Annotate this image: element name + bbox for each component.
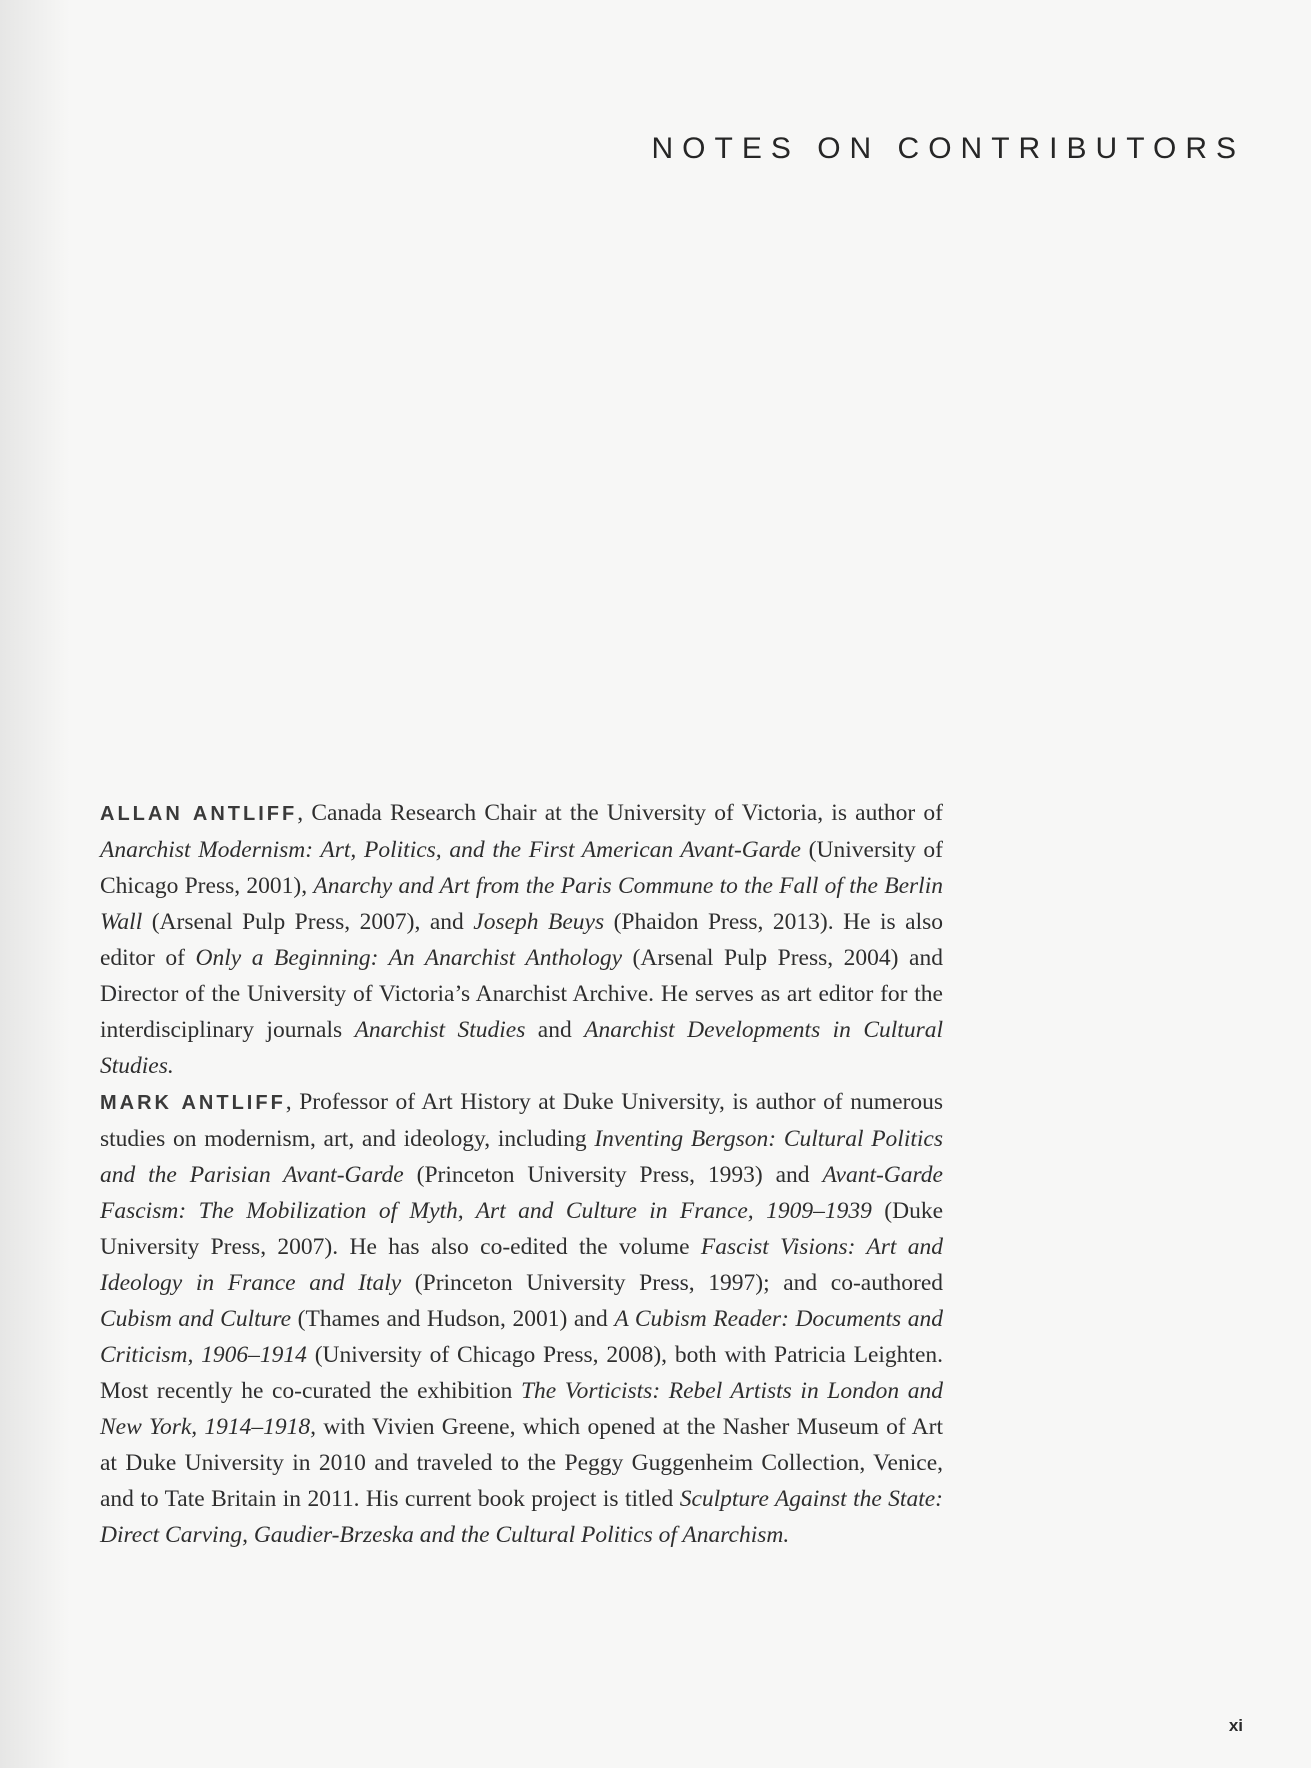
work-title: A Cubism Reader: Documents and Criticism, 1906–1914: [100, 1306, 943, 1368]
bio-text: (Phaidon Press, 2013). He is also editor of: [100, 909, 943, 971]
bio-text: , Professor of Art History at Duke University, is author of numerous studies on modernism, art, and ideology, including: [100, 1089, 943, 1152]
work-title: Only a Beginning: An Anarchist Anthology: [195, 945, 622, 971]
bio-text: (Arsenal Pulp Press, 2004) and Director of the University of Victoria’s Anarchist Archive. He serves as art editor for the interdisciplinary journals: [100, 945, 943, 1043]
work-title: Anarchist Modernism: Art, Politics, and the First American Avant-Garde: [100, 837, 801, 863]
work-title: Anarchist Developments in Cultural Studies.: [100, 1017, 943, 1079]
work-title: Anarchist Studies: [354, 1017, 526, 1043]
work-title: Sculpture Against the State: Direct Carving, Gaudier-Brzeska and the Cultural Politics of Anarchism.: [100, 1486, 943, 1548]
bio-text: (University of Chicago Press, 2001),: [100, 837, 943, 899]
section-title: NOTES ON CONTRIBUTORS: [651, 132, 1245, 165]
bio-text: and: [525, 1017, 585, 1043]
work-title: Fascist Visions: Art and Ideology in France and Italy: [100, 1234, 944, 1296]
bio-text: (Thames and Hudson, 2001) and: [291, 1306, 615, 1332]
work-title: Joseph Beuys: [473, 909, 605, 935]
bio-text: with Vivien Greene, which opened at the Nasher Museum of Art at Duke University in 2010 and traveled to the Peggy Guggenheim Collection, Venice, and to Tate Britain in 2011. His current book project is titled: [100, 1414, 943, 1512]
page-number: xi: [1228, 1716, 1243, 1735]
bio-text: (Arsenal Pulp Press, 2007), and: [142, 909, 474, 935]
contributor-list: [100, 795, 943, 1553]
contributor-entry: [100, 1084, 943, 1553]
page-edge-shadow: [0, 0, 70, 1768]
bio-text: (Princeton University Press, 1993) and: [403, 1162, 823, 1188]
work-title: Anarchy and Art from the Paris Commune to the Fall of the Berlin Wall: [100, 873, 943, 935]
bio-text: , Canada Research Chair at the University of Victoria, is author of: [297, 800, 943, 826]
contributor-entry: [100, 795, 943, 1084]
work-title: Avant-Garde Fascism: The Mobilization of Myth, Art and Culture in France, 1909–1939: [100, 1162, 943, 1224]
work-title: Cubism and Culture: [100, 1306, 292, 1332]
bio-text: (University of Chicago Press, 2008), both with Patricia Leighten. Most recently he co-curated the exhibition: [100, 1342, 943, 1404]
work-title: Inventing Bergson: Cultural Politics and the Parisian Avant-Garde: [100, 1126, 943, 1188]
contributor-name: MARK ANTLIFF: [100, 1092, 286, 1114]
bio-text: (Duke University Press, 2007). He has also co-edited the volume: [100, 1198, 944, 1260]
bio-text: (Princeton University Press, 1997); and co-authored: [401, 1270, 944, 1296]
work-title: The Vorticists: Rebel Artists in London and New York, 1914–1918,: [100, 1378, 943, 1440]
contributor-name: ALLAN ANTLIFF: [100, 803, 298, 825]
